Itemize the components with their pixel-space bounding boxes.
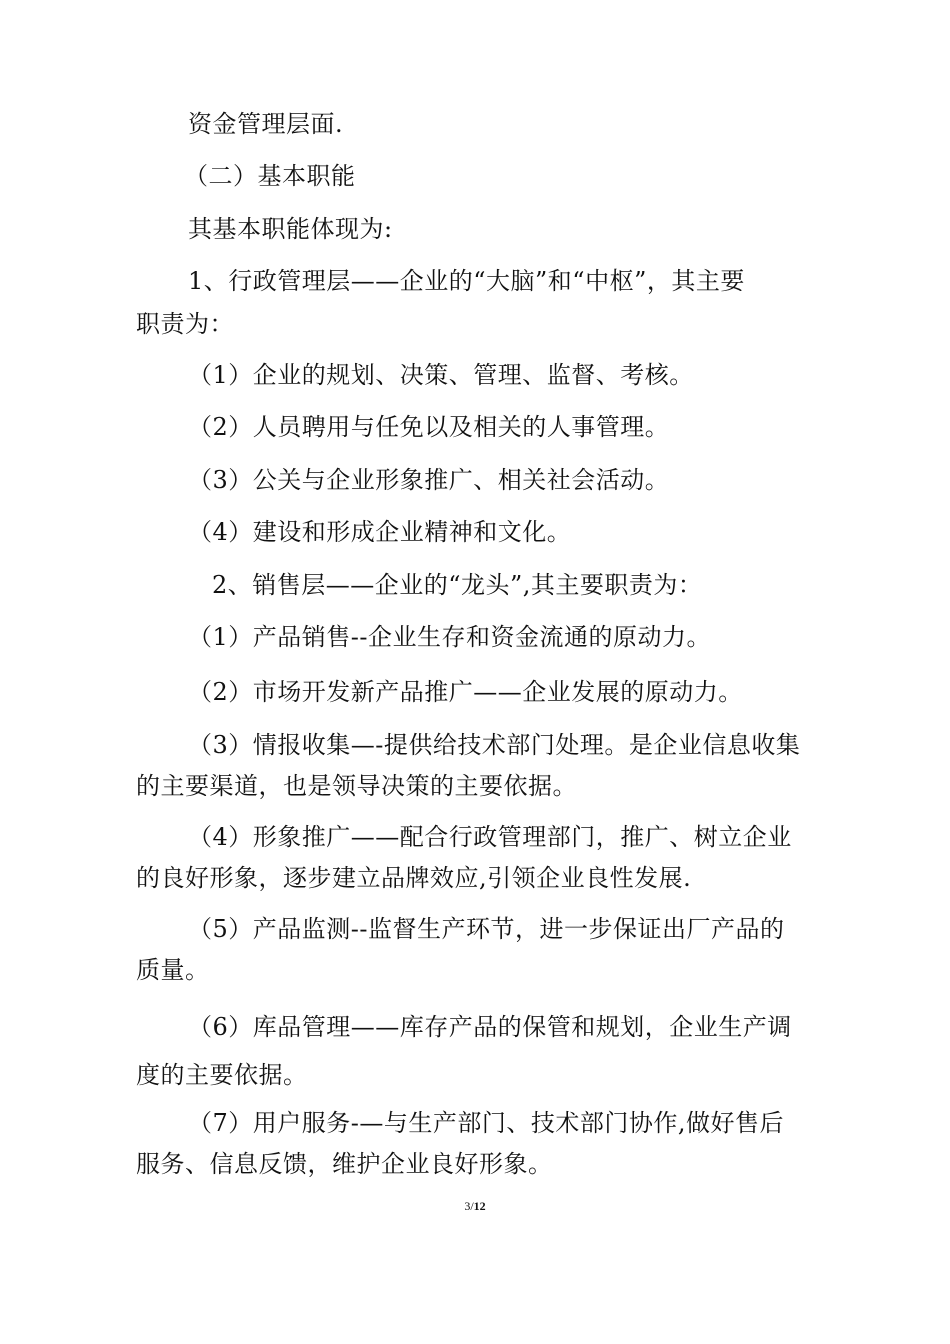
body-line: 2、销售层——企业的“龙头”,其主要职责为： — [212, 571, 703, 599]
body-line: 职责为： — [136, 310, 234, 338]
body-line: 质量。 — [136, 956, 210, 984]
page-current: 3/ — [464, 1199, 474, 1213]
list-item: （5）产品监测--监督生产环节，进一步保证出厂产品的 — [188, 915, 785, 943]
list-item: （3）公关与企业形象推广、相关社会活动。 — [188, 466, 670, 494]
list-item: （1）企业的规划、决策、管理、监督、考核。 — [188, 361, 694, 389]
list-item: （4）建设和形成企业精神和文化。 — [188, 518, 572, 546]
list-item: （1）产品销售--企业生存和资金流通的原动力。 — [188, 623, 711, 651]
body-line: 的良好形象，逐步建立品牌效应,引领企业良性发展. — [136, 864, 692, 892]
list-item: （2）市场开发新产品推广——企业发展的原动力。 — [188, 678, 743, 706]
body-line: 其基本职能体现为: — [188, 215, 393, 243]
list-item: （7）用户服务-—与生产部门、技术部门协作,做好售后 — [188, 1109, 785, 1137]
body-line: 的主要渠道，也是领导决策的主要依据。 — [136, 772, 577, 800]
body-line: 度的主要依据。 — [136, 1061, 308, 1089]
body-line: 服务、信息反馈，维护企业良好形象。 — [136, 1150, 553, 1178]
list-item: （4）形象推广——配合行政管理部门，推广、树立企业 — [188, 823, 792, 851]
list-item: （2）人员聘用与任免以及相关的人事管理。 — [188, 413, 670, 441]
section-heading: （二）基本职能 — [184, 162, 356, 190]
list-item: （6）库品管理——库存产品的保管和规划，企业生产调 — [188, 1013, 792, 1041]
body-line: 1、行政管理层——企业的“大脑”和“中枢”，其主要 — [188, 267, 745, 295]
page-total: 12 — [473, 1199, 486, 1213]
list-item: （3）情报收集—-提供给技术部门处理。是企业信息收集 — [188, 731, 801, 759]
body-line: 资金管理层面. — [188, 110, 344, 138]
page-number — [0, 1199, 950, 1213]
